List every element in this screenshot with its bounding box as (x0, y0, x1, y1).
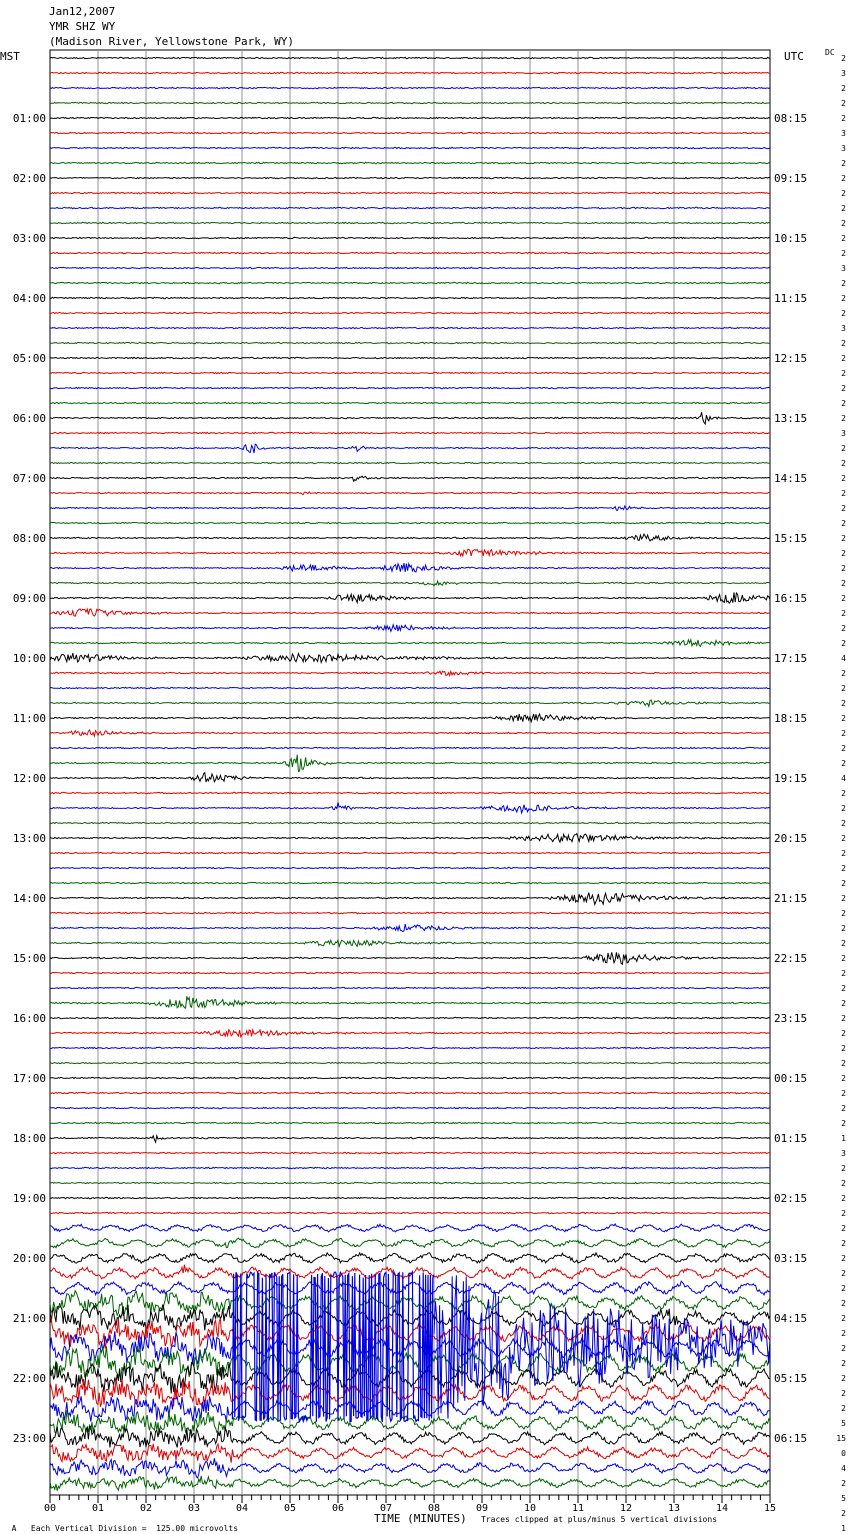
trace-row (50, 747, 770, 748)
trace-row (50, 972, 770, 973)
right-hour-label: 04:15 (774, 1312, 808, 1325)
x-tick-label: 00 (43, 1503, 57, 1514)
dc-offset-value: 2 (841, 114, 846, 123)
x-tick-label: 03 (187, 1503, 201, 1514)
dc-offset-value: 2 (841, 624, 846, 633)
dc-offset-value: 2 (841, 879, 846, 888)
trace-row (50, 924, 770, 931)
trace-row (50, 1197, 770, 1198)
trace-row (50, 893, 770, 905)
dc-offset-value: 2 (841, 1044, 846, 1053)
trace-row (50, 492, 770, 495)
dc-offset-value: 2 (841, 354, 846, 363)
dc-offset-value: 2 (841, 399, 846, 408)
trace-row (50, 1092, 770, 1093)
dc-offset-value: 2 (841, 1209, 846, 1218)
dc-offset-value: 2 (841, 204, 846, 213)
right-hour-label: 16:15 (774, 592, 808, 605)
dc-offset-value: 2 (841, 1119, 846, 1128)
trace-row (50, 87, 770, 88)
trace-row (50, 822, 770, 823)
dc-offset-value: 2 (841, 1089, 846, 1098)
left-hour-label: 10:00 (12, 652, 46, 665)
dc-offset-value: 2 (841, 714, 846, 723)
dc-offset-value: 2 (841, 159, 846, 168)
trace-row (50, 1182, 770, 1183)
trace-row (50, 1136, 770, 1143)
dc-offset-value: 2 (841, 1479, 846, 1488)
trace-row (50, 912, 770, 913)
dc-offset-value: 2 (841, 444, 846, 453)
left-hour-label: 04:00 (12, 292, 46, 305)
right-hour-label: 10:15 (774, 232, 808, 245)
dc-offset-value: 2 (841, 834, 846, 843)
trace-row (50, 1444, 770, 1463)
dc-offset-value: 2 (841, 789, 846, 798)
dc-offset-value: 2 (841, 1194, 846, 1203)
clipped-trace-tail (434, 1275, 770, 1418)
dc-offset-value: 2 (841, 459, 846, 468)
clip-note: Traces clipped at plus/minus 5 vertical divisions (481, 1515, 718, 1524)
dc-offset-value: 2 (841, 1254, 846, 1263)
left-hour-label: 22:00 (12, 1372, 46, 1385)
trace-row (50, 581, 770, 586)
trace-row (50, 773, 770, 782)
trace-row (50, 687, 770, 688)
x-tick-label: 07 (379, 1503, 393, 1514)
trace-row (50, 834, 770, 843)
dc-offset-value: 2 (841, 999, 846, 1008)
right-timezone-label: UTC (784, 50, 804, 63)
trace-row (50, 1281, 770, 1295)
trace-row (50, 640, 770, 647)
trace-row (50, 522, 770, 523)
dc-offset-value: 2 (841, 504, 846, 513)
dc-offset-value: 2 (841, 924, 846, 933)
trace-row (50, 653, 770, 662)
x-tick-label: 11 (571, 1503, 585, 1514)
trace-row (50, 357, 770, 358)
trace-row (50, 1047, 770, 1048)
dc-offset-value: 3 (841, 324, 846, 333)
trace-row (50, 177, 770, 178)
dc-offset-value: 2 (841, 1509, 846, 1518)
dc-offset-value: 2 (841, 1269, 846, 1278)
scale-note (2, 1515, 238, 1533)
dc-offset-value: 2 (841, 564, 846, 573)
dc-offset-value: 2 (841, 174, 846, 183)
dc-label: DC (825, 48, 835, 57)
trace-row (50, 1476, 770, 1491)
dc-offset-value: 2 (841, 54, 846, 63)
dc-offset-value: 5 (841, 1419, 846, 1428)
trace-row (50, 1265, 770, 1279)
trace-row (50, 714, 770, 722)
x-axis-label: TIME (MINUTES) (374, 1512, 467, 1525)
trace-row (50, 592, 770, 603)
trace-row (50, 1427, 770, 1448)
dc-offset-value: 2 (841, 549, 846, 558)
dc-offset-value: 2 (841, 1389, 846, 1398)
x-tick-label: 01 (91, 1503, 105, 1514)
dc-offset-value: 2 (841, 1104, 846, 1113)
location-label: (Madison River, Yellowstone Park, WY) (49, 35, 295, 48)
trace-row (50, 671, 770, 675)
right-hour-label: 11:15 (774, 292, 808, 305)
dc-offset-value: 2 (841, 474, 846, 483)
trace-row (50, 730, 770, 736)
right-hour-label: 19:15 (774, 772, 808, 785)
trace-row (50, 444, 770, 453)
dc-offset-value: 4 (841, 654, 846, 663)
dc-offset-value: 2 (841, 1359, 846, 1368)
trace-row (50, 882, 770, 883)
right-hour-label: 00:15 (774, 1072, 808, 1085)
right-hour-label: 20:15 (774, 832, 808, 845)
dc-offset-value: 5 (841, 1494, 846, 1503)
dc-offset-value: 3 (841, 144, 846, 153)
dc-offset-value: 4 (841, 1464, 846, 1473)
left-hour-label: 18:00 (12, 1132, 46, 1145)
trace-row (50, 312, 770, 313)
dc-offset-value: 2 (841, 84, 846, 93)
left-hour-label: 02:00 (12, 172, 46, 185)
trace-row (50, 563, 770, 572)
dc-offset-value: 2 (841, 489, 846, 498)
dc-offset-value: 2 (841, 1014, 846, 1023)
dc-offset-value: 2 (841, 1059, 846, 1068)
dc-offset-value: 2 (841, 759, 846, 768)
trace-row (50, 297, 770, 298)
trace-row (50, 1167, 770, 1168)
trace-row (50, 534, 770, 541)
right-hour-label: 21:15 (774, 892, 808, 905)
trace-row (50, 1396, 770, 1422)
dc-offset-value: 2 (841, 609, 846, 618)
dc-offset-value: 2 (841, 1344, 846, 1353)
right-hour-label: 09:15 (774, 172, 808, 185)
trace-row (50, 940, 770, 946)
trace-row (50, 147, 770, 148)
dc-offset-value: 2 (841, 1224, 846, 1233)
left-hour-label: 12:00 (12, 772, 46, 785)
trace-row (50, 625, 770, 632)
trace-row (50, 476, 770, 481)
left-hour-label: 05:00 (12, 352, 46, 365)
dc-offset-value: 2 (841, 1164, 846, 1173)
trace-row (50, 549, 770, 556)
left-timezone-label: MST (0, 50, 20, 63)
dc-offset-value: 2 (841, 234, 846, 243)
dc-offset-value: 2 (841, 384, 846, 393)
trace-row (50, 1077, 770, 1078)
dc-offset-value: 2 (841, 1404, 846, 1413)
x-tick-label: 10 (523, 1503, 537, 1514)
dc-offset-value: 2 (841, 729, 846, 738)
dc-offset-value: 2 (841, 954, 846, 963)
dc-offset-value: 3 (841, 1149, 846, 1158)
x-tick-label: 13 (667, 1503, 681, 1514)
dc-offset-value: 2 (841, 369, 846, 378)
trace-row (50, 1122, 770, 1123)
dc-offset-value: 2 (841, 339, 846, 348)
left-hour-label: 14:00 (12, 892, 46, 905)
trace-row (50, 117, 770, 118)
x-tick-label: 09 (475, 1503, 489, 1514)
clipped-trace-block (232, 1272, 434, 1422)
right-hour-label: 12:15 (774, 352, 808, 365)
dc-offset-value: 2 (841, 744, 846, 753)
dc-offset-value: 2 (841, 519, 846, 528)
trace-row (50, 1017, 770, 1018)
dc-offset-value: 2 (841, 939, 846, 948)
trace-row (50, 852, 770, 853)
dc-offset-value: 2 (841, 804, 846, 813)
dc-offset-value: 2 (841, 1314, 846, 1323)
trace-row (50, 700, 770, 707)
trace-row (50, 252, 770, 253)
scale-note-text: Each Vertical Division = 125.00 microvolts (30, 1524, 239, 1533)
dc-offset-value: 2 (841, 684, 846, 693)
trace-row (50, 609, 770, 616)
trace-row (50, 506, 770, 510)
dc-offset-value: 2 (841, 249, 846, 258)
dc-offset-value: 2 (841, 1284, 846, 1293)
trace-row (50, 327, 770, 328)
trace-row (50, 132, 770, 133)
dc-offset-value: 2 (841, 1074, 846, 1083)
trace-row (50, 1224, 770, 1232)
trace-row (50, 57, 770, 58)
trace-row (50, 267, 770, 268)
left-hour-label: 15:00 (12, 952, 46, 965)
dc-offset-value: 2 (841, 909, 846, 918)
trace-row (50, 412, 770, 424)
trace-row (50, 867, 770, 868)
dc-offset-value: 2 (841, 579, 846, 588)
dc-offset-value: 2 (841, 279, 846, 288)
left-hour-label: 08:00 (12, 532, 46, 545)
trace-row (50, 996, 770, 1008)
dc-offset-value: 2 (841, 99, 846, 108)
trace-row (50, 222, 770, 223)
right-hour-label: 15:15 (774, 532, 808, 545)
footer-mark: A (11, 1524, 17, 1533)
dc-offset-value: 2 (841, 1239, 846, 1248)
trace-row (50, 1152, 770, 1153)
dc-offset-value: 4 (841, 774, 846, 783)
trace-row (50, 1107, 770, 1108)
x-tick-label: 08 (427, 1503, 441, 1514)
dc-offset-value: 3 (841, 69, 846, 78)
dc-offset-value: 2 (841, 669, 846, 678)
dc-offset-value: 1 (841, 1134, 846, 1143)
left-hour-label: 07:00 (12, 472, 46, 485)
right-hour-label: 14:15 (774, 472, 808, 485)
left-hour-label: 16:00 (12, 1012, 46, 1025)
dc-offset-value: 2 (841, 219, 846, 228)
trace-row (50, 792, 770, 793)
trace-row (50, 237, 770, 238)
right-hour-label: 18:15 (774, 712, 808, 725)
dc-offset-value: 3 (841, 129, 846, 138)
x-tick-label: 06 (331, 1503, 345, 1514)
right-hour-label: 05:15 (774, 1372, 808, 1385)
trace-row (50, 1253, 770, 1263)
right-hour-label: 13:15 (774, 412, 808, 425)
dc-offset-value: 2 (841, 984, 846, 993)
dc-offset-value: 2 (841, 819, 846, 828)
dc-offset-value: 3 (841, 429, 846, 438)
trace-row (50, 432, 770, 433)
trace-row (50, 102, 770, 103)
dc-offset-value: 2 (841, 1374, 846, 1383)
dc-offset-value: 2 (841, 849, 846, 858)
dc-offset-value: 2 (841, 969, 846, 978)
trace-row (50, 402, 770, 403)
x-tick-label: 04 (235, 1503, 249, 1514)
x-tick-label: 02 (139, 1503, 153, 1514)
left-hour-label: 09:00 (12, 592, 46, 605)
plot-frame (50, 50, 770, 1495)
dc-offset-value: 2 (841, 864, 846, 873)
left-hour-label: 06:00 (12, 412, 46, 425)
x-tick-label: 15 (763, 1503, 777, 1514)
trace-row (50, 342, 770, 343)
trace-row (50, 1458, 770, 1478)
trace-row (50, 802, 770, 813)
right-hour-label: 03:15 (774, 1252, 808, 1265)
right-hour-label: 17:15 (774, 652, 808, 665)
trace-row (50, 1030, 770, 1037)
left-hour-label: 11:00 (12, 712, 46, 725)
dc-offset-value: 2 (841, 534, 846, 543)
left-hour-label: 13:00 (12, 832, 46, 845)
dc-offset-value: 2 (841, 1029, 846, 1038)
trace-row (50, 1212, 770, 1213)
station-label: YMR SHZ WY (49, 20, 116, 33)
x-tick-label: 05 (283, 1503, 297, 1514)
right-hour-label: 06:15 (774, 1432, 808, 1445)
trace-row (50, 1062, 770, 1063)
dc-offset-value: 15 (836, 1434, 846, 1443)
left-hour-label: 21:00 (12, 1312, 46, 1325)
dc-offset-value: 2 (841, 699, 846, 708)
dc-offset-value: 0 (841, 1449, 846, 1458)
trace-row (50, 162, 770, 163)
date-label: Jan12,2007 (49, 5, 116, 18)
dc-offset-value: 2 (841, 1299, 846, 1308)
right-hour-label: 23:15 (774, 1012, 808, 1025)
dc-offset-value: 2 (841, 189, 846, 198)
dc-offset-value: 1 (841, 1524, 846, 1533)
right-hour-label: 22:15 (774, 952, 808, 965)
dc-offset-value: 2 (841, 1329, 846, 1338)
right-hour-label: 01:15 (774, 1132, 808, 1145)
dc-offset-value: 2 (841, 894, 846, 903)
dc-offset-value: 2 (841, 294, 846, 303)
trace-row (50, 72, 770, 73)
trace-row (50, 387, 770, 388)
trace-row (50, 372, 770, 373)
trace-row (50, 1291, 770, 1315)
left-hour-label: 20:00 (12, 1252, 46, 1265)
dc-offset-value: 2 (841, 414, 846, 423)
left-hour-label: 03:00 (12, 232, 46, 245)
trace-row (50, 207, 770, 208)
trace-row (50, 462, 770, 463)
dc-offset-value: 2 (841, 1179, 846, 1188)
trace-row (50, 282, 770, 283)
trace-row (50, 987, 770, 988)
left-hour-label: 23:00 (12, 1432, 46, 1445)
trace-row (50, 1238, 770, 1248)
left-hour-label: 19:00 (12, 1192, 46, 1205)
left-hour-label: 17:00 (12, 1072, 46, 1085)
trace-row (50, 755, 770, 772)
dc-offset-value: 2 (841, 309, 846, 318)
dc-offset-value: 2 (841, 594, 846, 603)
trace-row (50, 192, 770, 193)
left-hour-label: 01:00 (12, 112, 46, 125)
right-hour-label: 02:15 (774, 1192, 808, 1205)
right-hour-label: 08:15 (774, 112, 808, 125)
dc-offset-value: 3 (841, 264, 846, 273)
x-tick-label: 14 (715, 1503, 729, 1514)
x-tick-label: 12 (619, 1503, 633, 1514)
dc-offset-value: 2 (841, 639, 846, 648)
trace-row (50, 952, 770, 964)
